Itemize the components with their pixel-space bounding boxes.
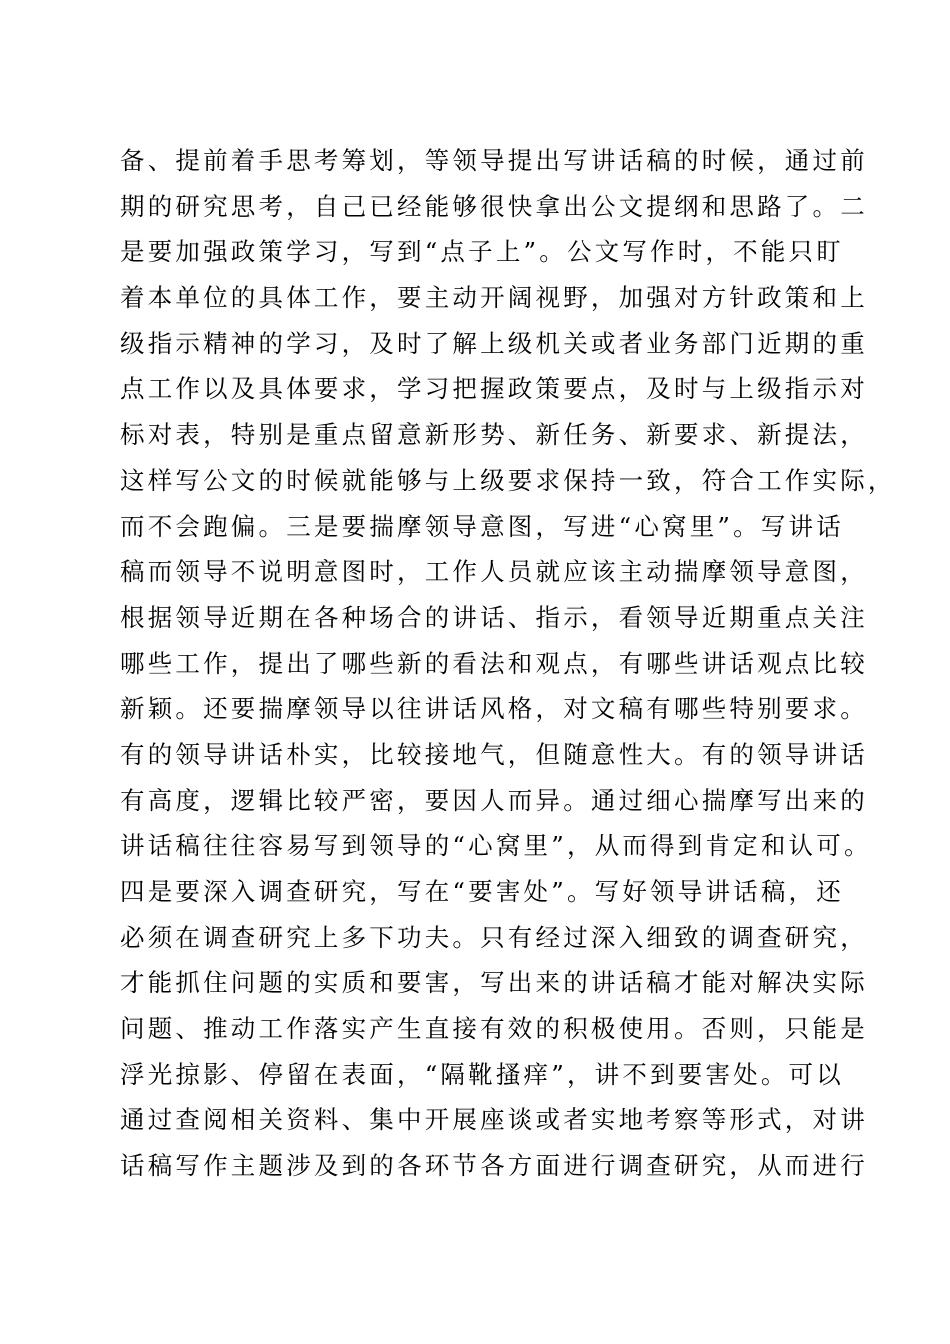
text-line: 话稿写作主题涉及到的各环节各方面进行调查研究，从而进行 [120, 1151, 868, 1181]
text-line: 稿而领导不说明意图时，工作人员就应该主动揣摩领导意图， [120, 557, 868, 587]
text-line: 是要加强政策学习，写到“点子上”。公文写作时，不能只盯 [120, 237, 844, 267]
text-line: 着本单位的具体工作，要主动开阔视野，加强对方针政策和上 [120, 283, 868, 313]
text-line: 根据领导近期在各种场合的讲话、指示，看领导近期重点关注 [120, 602, 868, 632]
text-line: 问题、推动工作落实产生直接有效的积极使用。否则，只能是 [120, 1014, 868, 1044]
text-line: 新颖。还要揣摩领导以往讲话风格，对文稿有哪些特别要求。 [120, 694, 868, 724]
text-line: 有的领导讲话朴实，比较接地气，但随意性大。有的领导讲话 [120, 739, 868, 769]
text-line: 备、提前着手思考筹划，等领导提出写讲话稿的时候，通过前 [120, 146, 868, 175]
body-paragraph [120, 138, 896, 1189]
text-line: 浮光掠影、停留在表面，“隔靴搔痒”，讲不到要害处。可以 [120, 1059, 844, 1089]
text-line: 标对表，特别是重点留意新形势、新任务、新要求、新提法， [120, 420, 868, 450]
text-line: 这样写公文的时候就能够与上级要求保持一致，符合工作实际， [120, 465, 896, 495]
text-line: 必须在调查研究上多下功夫。只有经过深入细致的调查研究， [120, 922, 868, 952]
text-line: 哪些工作，提出了哪些新的看法和观点，有哪些讲话观点比较 [120, 648, 868, 678]
text-line: 级指示精神的学习，及时了解上级机关或者业务部门近期的重 [120, 328, 868, 358]
text-line: 有高度，逻辑比较严密，要因人而异。通过细心揣摩写出来的 [120, 785, 868, 815]
text-line: 才能抓住问题的实质和要害，写出来的讲话稿才能对解决实际 [120, 968, 868, 998]
text-line: 四是要深入调查研究，写在“要害处”。写好领导讲话稿，还 [120, 877, 844, 906]
text-line: 讲话稿往往容易写到领导的“心窝里”，从而得到肯定和认可。 [120, 831, 872, 861]
text-line: 通过查阅相关资料、集中开展座谈或者实地考察等形式，对讲 [120, 1105, 868, 1135]
text-line: 而不会跑偏。三是要揣摩领导意图，写进“心窝里”。写讲话 [120, 511, 844, 541]
text-line: 点工作以及具体要求，学习把握政策要点，及时与上级指示对 [120, 374, 868, 404]
text-line: 期的研究思考，自己已经能够很快拿出公文提纲和思路了。二 [120, 191, 868, 221]
